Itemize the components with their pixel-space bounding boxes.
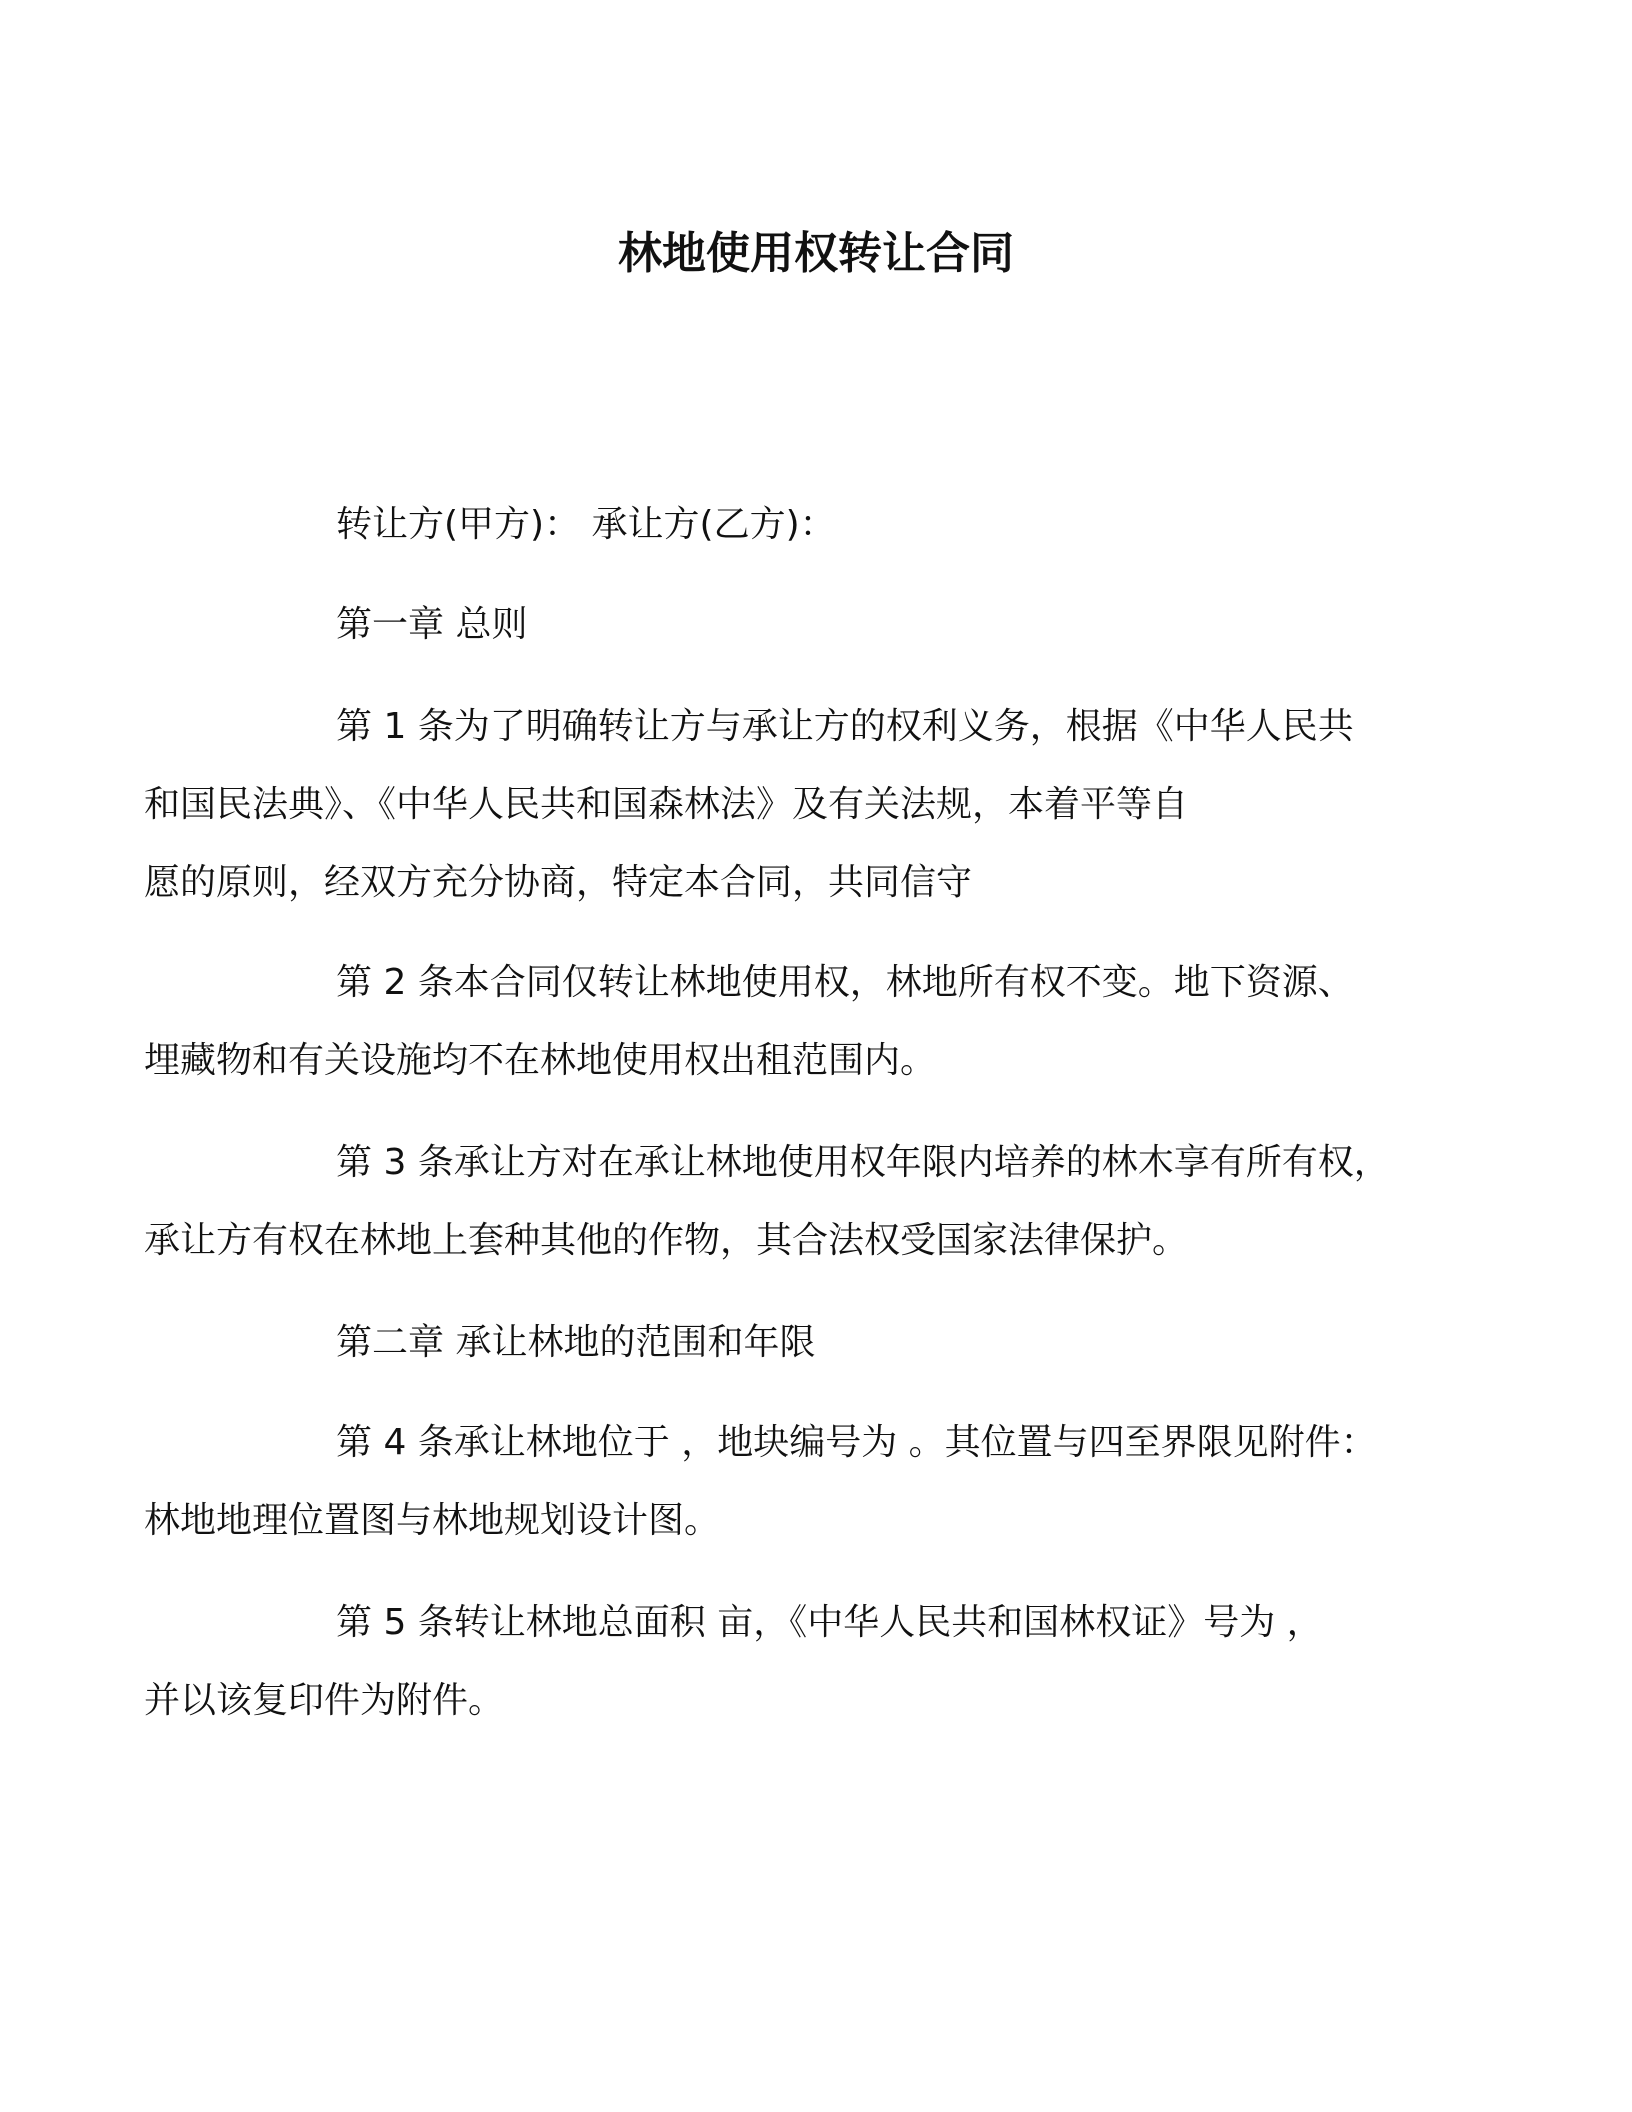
article-5	[144, 1584, 1410, 1740]
article-1-line-2: 和国民法典》、《中华人民共和国森林法》及有关法规，本着平等自	[144, 784, 1189, 825]
article-2-line-2: 埋藏物和有关设施均不在林地使用权出租范围内。	[144, 1040, 937, 1081]
article-1-line-1: 第 1 条为了明确转让方与承让方的权利义务，根据《中华人民共	[336, 706, 1354, 747]
article-3-line-1: 第 3 条承让方对在承让林地使用权年限内培养的林木享有所有权，	[336, 1142, 1390, 1183]
parties-line	[240, 486, 1410, 564]
article-1-line-3: 愿的原则，经双方充分协商，特定本合同，共同信守	[144, 862, 973, 903]
article-4	[144, 1404, 1410, 1560]
article-3-line-2: 承让方有权在林地上套种其他的作物，其合法权受国家法律保护。	[144, 1220, 1189, 1261]
article-3	[144, 1124, 1410, 1280]
article-5-line-2: 并以该复印件为附件。	[144, 1680, 505, 1721]
article-2-line-1: 第 2 条本合同仅转让林地使用权，林地所有权不变。地下资源、	[336, 962, 1354, 1003]
chapter-1-heading	[240, 586, 1410, 664]
article-4-line-2: 林地地理位置图与林地规划设计图。	[144, 1500, 721, 1541]
chapter-2-text: 第二章 承让林地的范围和年限	[336, 1322, 816, 1363]
article-1	[144, 688, 1410, 922]
article-5-line-1: 第 5 条转让林地总面积 亩，《中华人民共和国林权证》号为 ，	[336, 1602, 1323, 1643]
chapter-2-heading	[240, 1304, 1410, 1382]
document-title: 林地使用权转让合同	[618, 228, 1014, 279]
article-2	[144, 944, 1410, 1100]
chapter-1-text: 第一章 总则	[336, 604, 528, 645]
article-4-line-1: 第 4 条承让林地位于 ，地块编号为 。其位置与四至界限见附件：	[336, 1422, 1377, 1463]
parties-text: 转让方(甲方)： 承让方(乙方)：	[336, 504, 836, 545]
